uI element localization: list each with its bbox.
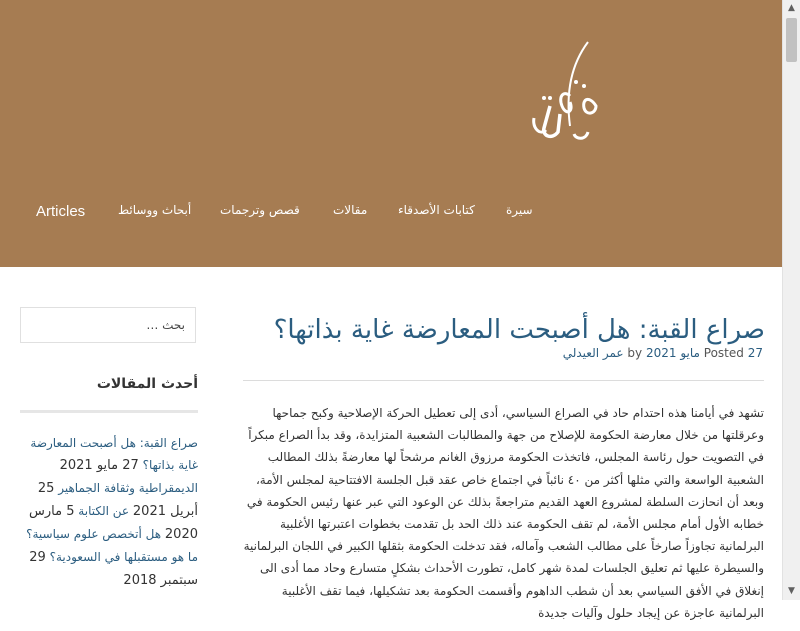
scroll-up-arrow-icon[interactable]: ▲ bbox=[788, 3, 795, 13]
post-date-link[interactable]: 27 مايو 2021 bbox=[645, 346, 763, 360]
nav-biography[interactable]: سيرة bbox=[506, 203, 533, 217]
sidebar-divider bbox=[20, 410, 198, 413]
main-nav bbox=[0, 203, 783, 223]
post-meta bbox=[243, 346, 763, 360]
vertical-scrollbar[interactable] bbox=[782, 0, 800, 600]
recent-posts-list bbox=[20, 432, 198, 592]
recent-post-link[interactable]: هل أتخصص علوم سياسية؟ ما هو مستقبلها في السعودية؟ bbox=[26, 527, 198, 564]
recent-post-link[interactable]: صراع القبة: هل أصبحت المعارضة غاية بذاتها؟ bbox=[30, 436, 198, 472]
post-paragraph: تشهد في أيامنا هذه احتدام حاد في الصراع السياسي، أدى إلى تعطيل الحركة الإصلاحية وكبح جماحها وعرقلتها من خلال معارضة الحكومة للإصلاح من جهة والمطالبات الشعبية المتزايدة، وقد بدأ الصراع مبكراً في التصويت حول رئاسة المجلس، فاتخذت الحكومة مرزوق الغانم مرشحاً لها معارضةً بذلك المطالب الشعبية الواسعة والتي مثلها أكثر من ٤٠ نائباً في اجتماع خاص عقد قبل الجلسة الافتتاحية لمجلس الأمة، وبعد أن انحازت السلطة لمشروع العهد القديم متراجعةً بذلك عن الوعود التي عبر عنها رئيس الحكومة في خطابه الأول أمام مجلس الأمة، لم تقف الحكومة عند ذلك الحد بل تقدمت بخطوات اعتبرتها الأغلبية البرلمانية تجاوزاً صارخاً على مطالب الشعب وآماله، فقد تدخلت الحكومة بثقلها الكبير في اللجان البرلمانية والسيطرة عليها ثم تعليق الجلسات لمدة شهر كامل، تطورت الأحداث بشكلٍ متسارع وحاد مما أدى الى إنغلاق في الأفق السياسي بعد أن شطب الداهوم وأقسمت الحكومة بعد تشكيلها، فيما تقف الأغلبية البرلمانية عاجزة عن إيجاد حلول وآليات جديدة bbox=[243, 406, 764, 620]
recent-post-date: 25 أبريل 2021 bbox=[37, 481, 198, 519]
scroll-thumb[interactable] bbox=[786, 18, 797, 62]
post-meta-by: by bbox=[627, 346, 643, 360]
nav-stories[interactable]: قصص وترجمات bbox=[220, 203, 300, 217]
site-header bbox=[0, 0, 783, 267]
nav-essays[interactable]: مقالات bbox=[333, 203, 368, 217]
recent-post-date: 5 مارس 2020 bbox=[28, 504, 198, 542]
recent-post-link[interactable]: عن الكتابة bbox=[78, 504, 130, 518]
post-divider bbox=[243, 380, 764, 381]
recent-post-date: 27 مايو 2021 bbox=[59, 458, 139, 473]
post-title[interactable]: صراع القبة: هل أصبحت المعارضة غاية بذاتها؟ bbox=[273, 315, 765, 346]
calligraphy-logo[interactable] bbox=[530, 36, 600, 148]
nav-articles[interactable]: Articles bbox=[36, 203, 86, 220]
recent-post-date: 29 سبتمبر 2018 bbox=[29, 550, 198, 588]
recent-posts-title: أحدث المقالات bbox=[96, 376, 198, 392]
search-input[interactable]: بحث … bbox=[20, 307, 196, 343]
recent-post bbox=[30, 436, 198, 472]
post-body bbox=[243, 402, 764, 631]
post-author-link[interactable]: عمر العيدلي bbox=[562, 346, 624, 360]
recent-post-link[interactable]: الديمقراطية وثقافة الجماهير bbox=[58, 481, 198, 495]
scroll-down-arrow-icon[interactable]: ▼ bbox=[788, 586, 795, 596]
post-meta-posted: Posted bbox=[703, 346, 744, 360]
nav-friends-writings[interactable]: كتابات الأصدقاء bbox=[398, 203, 475, 217]
nav-research[interactable]: أبحاث ووسائط bbox=[118, 203, 192, 217]
